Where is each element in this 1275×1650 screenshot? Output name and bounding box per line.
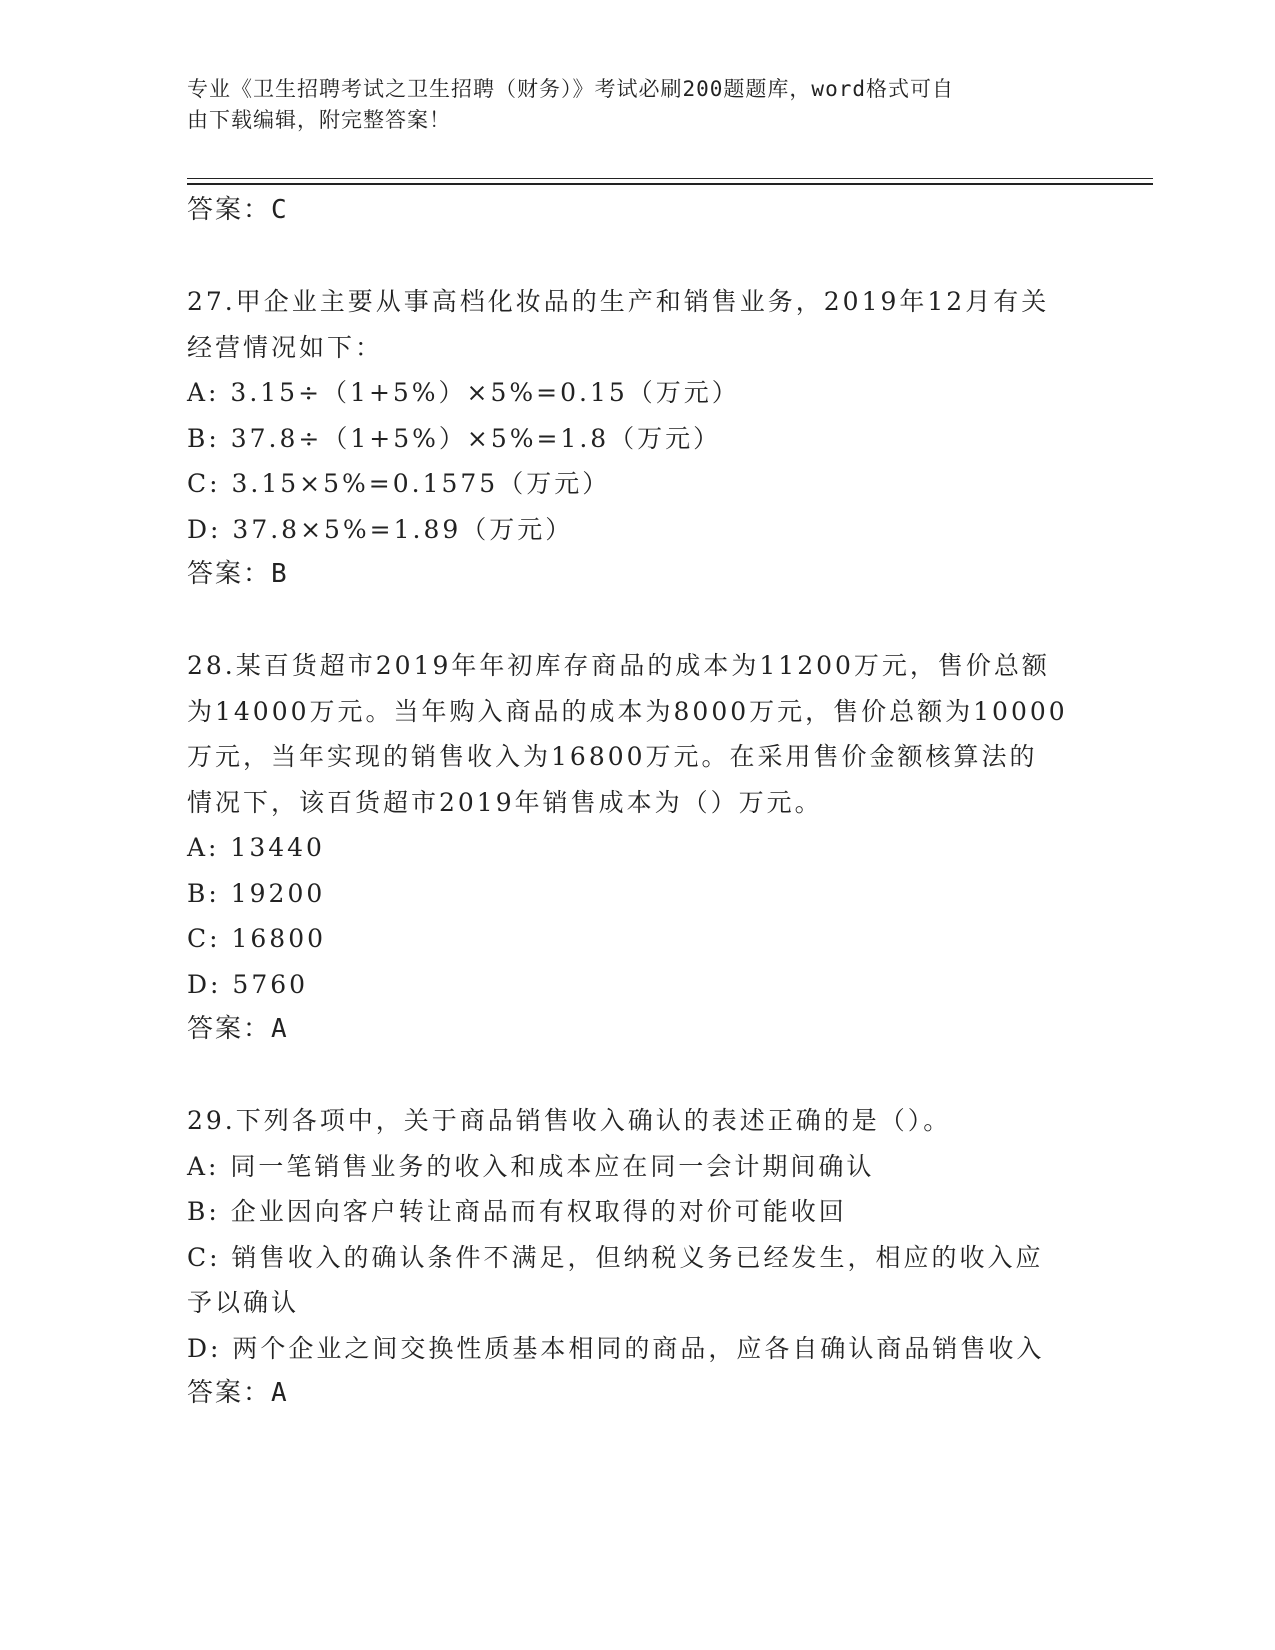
question-text-line: 28.某百货超市2019年年初库存商品的成本为11200万元，售价总额 [187,651,1050,680]
option-c-continued: 予以确认 [187,1288,300,1317]
spacer [187,1053,1087,1099]
page-header [187,74,1067,136]
question-block-26 [187,188,1087,234]
option-a: A: 3.15÷（1+5%）×5%=0.15（万元） [187,378,740,407]
header-line-1: 专业《卫生招聘考试之卫生招聘（财务）》考试必刷200题题库，word格式可自 [187,77,954,101]
question-text-line: 经营情况如下： [187,332,384,362]
option-d: D: 37.8×5%=1.89（万元） [187,514,574,544]
header-divider-thick [187,183,1153,185]
question-text-line: 情况下，该百货超市2019年销售成本为（）万元。 [187,787,823,817]
question-text-line: 为14000万元。当年购入商品的成本为8000万元，售价总额为10000 [187,696,1068,726]
answer-line: 答案：A [187,1378,289,1408]
question-block-27 [187,279,1087,598]
option-a: A: 13440 [187,833,325,862]
question-text-line: 29.下列各项中，关于商品销售收入确认的表述正确的是（）。 [187,1106,952,1135]
header-divider-thin [187,178,1153,179]
question-content [187,188,1087,1417]
answer-line: 答案：B [187,559,289,589]
spacer [187,234,1087,280]
question-block-29 [187,1098,1087,1417]
answer-line: 答案：C [187,195,289,225]
option-b: B: 19200 [187,878,326,908]
question-text-line: 27.甲企业主要从事高档化妆品的生产和销售业务，2019年12月有关 [187,287,1050,316]
spacer [187,598,1087,644]
answer-line: 答案：A [187,1014,289,1044]
option-c: C: 16800 [187,924,327,953]
option-b: B: 企业因向客户转让商品而有权取得的对价可能收回 [187,1197,847,1226]
option-c: C: 销售收入的确认条件不满足，但纳税义务已经发生，相应的收入应 [187,1242,1044,1272]
option-a: A: 同一笔销售业务的收入和成本应在同一会计期间确认 [187,1151,875,1181]
header-line-2: 由下载编辑，附完整答案！ [187,108,451,132]
question-block-28 [187,643,1087,1053]
option-d: D: 两个企业之间交换性质基本相同的商品，应各自确认商品销售收入 [187,1333,1045,1363]
option-c: C: 3.15×5%=0.1575（万元） [187,469,611,498]
question-text-line: 万元，当年实现的销售收入为16800万元。在采用售价金额核算法的 [187,742,1038,771]
option-b: B: 37.8÷（1+5%）×5%=1.8（万元） [187,423,722,453]
option-d: D: 5760 [187,969,309,999]
